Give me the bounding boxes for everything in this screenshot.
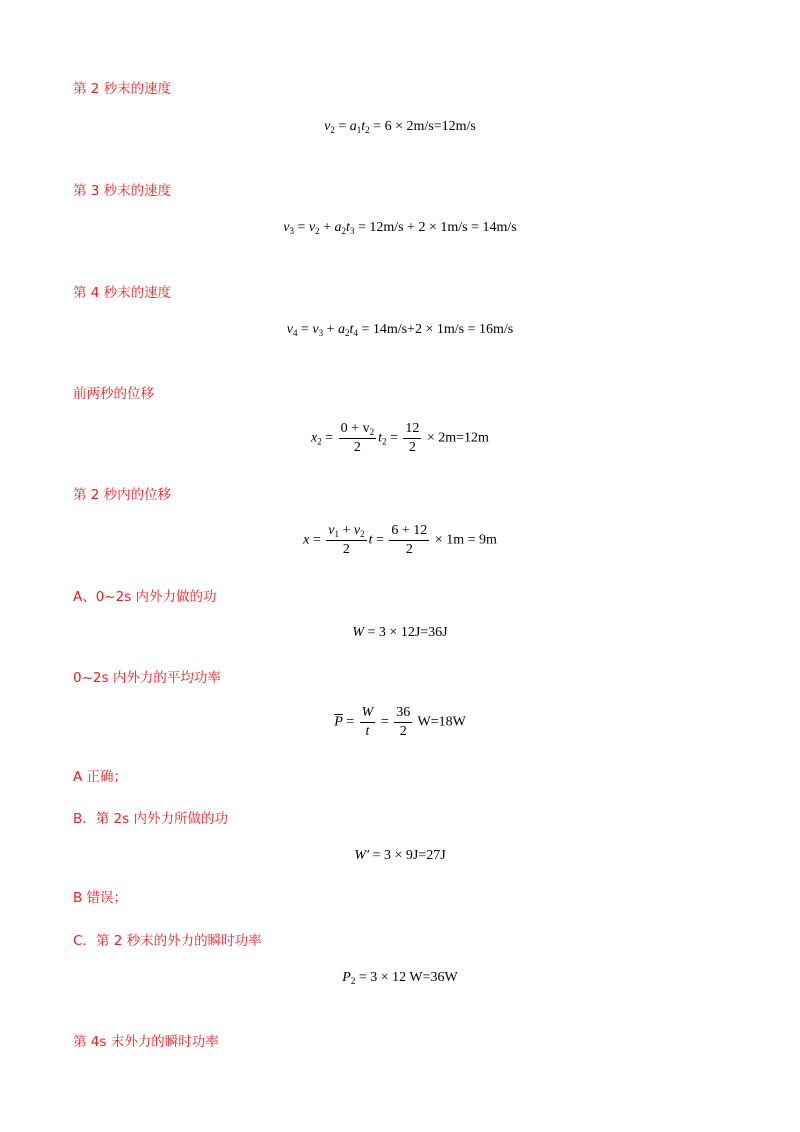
heading-avg-power: 0~2s 内外力的平均功率 bbox=[73, 670, 221, 686]
option-a-work: A、0~2s 内外力做的功 bbox=[73, 589, 217, 605]
option-c-power: C．第 2 秒末的外力的瞬时功率 bbox=[73, 933, 262, 949]
equation-x: x = $\frac{v_1 + v_2}{2}$ t = $\frac{6 + 12}{2}$ × 1m = 9m bbox=[303, 523, 497, 557]
heading-v3: 第 3 秒末的速度 bbox=[73, 183, 172, 199]
equation-v2: $v_2 = a_1t_2 = 6 \times 2m/s=12m/s$ bbox=[324, 119, 476, 135]
heading-v4: 第 4 秒末的速度 bbox=[73, 285, 172, 301]
heading-p4: 第 4s 末外力的瞬时功率 bbox=[73, 1034, 219, 1050]
equation-x2: $x_2$ = $\frac{0 + v_2}{2}$ $t_2$ = $\frac{12}{2}$ × 2m=12m bbox=[311, 421, 489, 455]
equation-w-prime: W′ = 3 × 9J=27J bbox=[354, 848, 446, 863]
option-b-wrong: B 错误； bbox=[73, 890, 128, 906]
equation-v4: $v_4 = v_3 + a_2t_4 = 14m/s+2 \times 1m/s = 16m/s$ bbox=[286, 322, 514, 338]
equation-p2: $P_2 = 3 \times 12$ W=36W bbox=[342, 970, 458, 986]
equation-avg-power: $\overline{P}$ = $\frac{W}{t}$ = $\frac{36}{2}$ W=18W bbox=[334, 705, 466, 739]
heading-x2: 前两秒的位移 bbox=[73, 386, 154, 402]
heading-x: 第 2 秒内的位移 bbox=[73, 487, 172, 503]
equation-v3: $v_3 = v_2 + a_2t_3 = 12m/s + 2 \times 1m/s = 14m/s$ bbox=[283, 220, 517, 236]
option-b-work: B．第 2s 内外力所做的功 bbox=[73, 811, 228, 827]
equation-w: W = 3 × 12J=36J bbox=[352, 625, 448, 640]
option-a-correct: A 正确； bbox=[73, 769, 128, 785]
heading-v2: 第 2 秒末的速度 bbox=[73, 81, 172, 97]
